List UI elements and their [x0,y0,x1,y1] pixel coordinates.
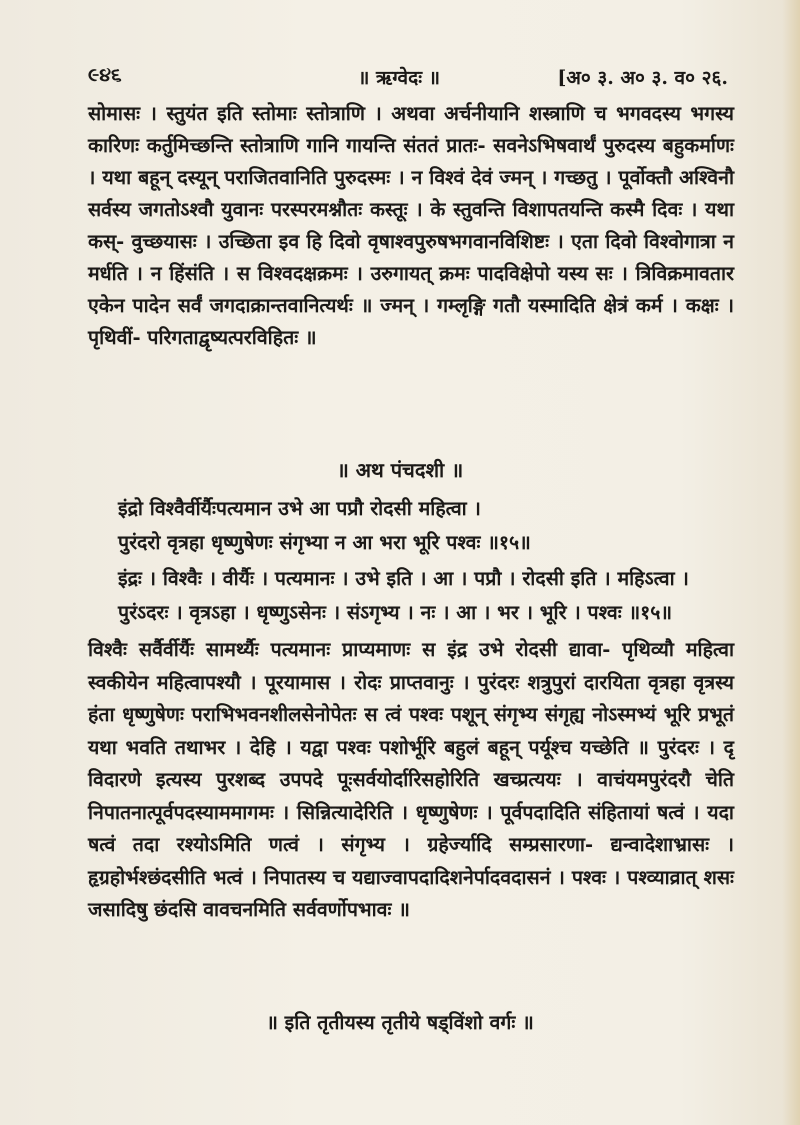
verse-line-2: पुरंदरो वृत्रहा धृष्णुषेणः संगृभ्या न आ भरा भूरि पश्वः ॥१५॥ [118,531,531,554]
section-title: ॥ अथ पंचदशी ॥ [336,458,464,482]
running-header [88,64,728,94]
page-number: ૯૪૬ [88,64,122,86]
commentary-paragraph-2: विश्वैः सर्वैर्वीर्यैः सामर्थ्यैः पत्यमानः प्राप्यमाणः स इंद्र उभे रोदसी द्यावा- पृथिव्यौ महित्वा स्वकीयेन महित्वापश्यौ । पूरयामास । रोदः प्राप्तवानुः । पुरंदरः शत्रुपुरां दारयिता वृत्रहा वृत्रस्य हंता धृष्णुषेणः पराभिभवनशीलसेनोपेतः स त्वं पश्वः पशून् संगृभ्य संगृह्य नोऽस्मभ्यं भूरि प्रभूतं यथा भवति तथाभर । देहि । यद्वा पश्वः पशोर्भूरि बहुलं बहून् पर्यूश्च यच्छेति ॥ पुरंदरः । दृ विदारणे इत्यस्य पुरशब्द उपपदे पूःसर्वयोर्दारिसहोरिति खच्प्रत्ययः । वाचंयमपुरंदरौ चेति निपातनात्पूर्वपदस्याममागमः । सिन्नित्यादेरिति । धृष्णुषेणः । पूर्वपदादिति संहितायां षत्वं । यदा षत्वं तदा रश्योऽमिति णत्वं । संगृभ्य । ग्रहेर्ज्यादि सम्प्रसारणा- द्यन्वादेशाभ्रासः । हृग्रहोर्भश्छंदसीति भत्वं । निपातस्य च यद्याज्वापदादिशनेर्पादवदासनं । पश्वः । पश्व्याव्रात् शसः जसादिषु छंदसि वावचनमिति सर्ववर्णोपभावः ॥ [88,638,734,921]
page-edge-shadow [782,0,800,1125]
section-reference: [अ० ३. अ० ३. व० २६. [557,67,728,89]
colophon: ॥ इति तृतीयस्य तृतीये षड्विंशो वर्गः ॥ [266,1011,534,1034]
commentary-paragraph-1: सोमासः । स्तुयंत इति स्तोमाः स्तोत्राणि । अथवा अर्चनीयानि शस्त्राणि च भगवदस्य भगस्य कारिणः कर्तुमिच्छन्ति स्तोत्राणि गानि गायन्ति संततं प्रातः- सवनेऽभिषवार्थं पुरुदस्य बहुकर्माणः । यथा बहून् दस्यून् पराजितवानिति पुरुदस्मः । न विश्वं देवं ज्मन् । गच्छतु । पूर्वोक्तौ अश्विनौ सर्वस्य जगतोऽश्वौ युवानः परस्परमश्नौतः कस्तूः । के स्तुवन्ति विशापतयन्ति कस्मै दिवः । यथा कस्- वुच्छयासः । उच्छिता इव हि दिवो वृषाश्वपुरुषभगवानविशिष्टः । एता दिवो विश्वोगात्रा न मर्धति । न हिंसंति । स विश्वदक्षक्रमः । उरुगायत् क्रमः पादविक्षेपो यस्य सः । त्रिविक्रमावतार एकेन पादेन सर्वं जगदाक्रान्तवानित्यर्थः ॥ ज्मन् । गम्लृङ्गि गतौ यस्मादिति क्षेत्रं कर्म । कक्षः । पृथिवीं- परिगताद्वृष्यत्परविहितः ॥ [88,102,734,349]
padapatha-text [118,562,718,630]
verse-line-1: इंद्रो विश्वैर्वीर्यैःपत्यमान उभे आ पप्रौ रोदसी महित्वा । [118,497,481,520]
book-title: ॥ ऋग्वेदः ॥ [358,67,441,89]
padapatha-line-2: पुरंऽदरः । वृत्रऽहा । धृष्णुऽसेनः । संऽगृभ्य । नः । आ । भर । भूरि । पश्वः ॥१५॥ [118,601,673,624]
padapatha-line-1: इंद्रः । विश्वैः । वीर्यैः । पत्यमानः । उभे इति । आ । पप्रौ । रोदसी इति । महिऽत्वा । [118,567,689,590]
verse-text [118,492,718,560]
